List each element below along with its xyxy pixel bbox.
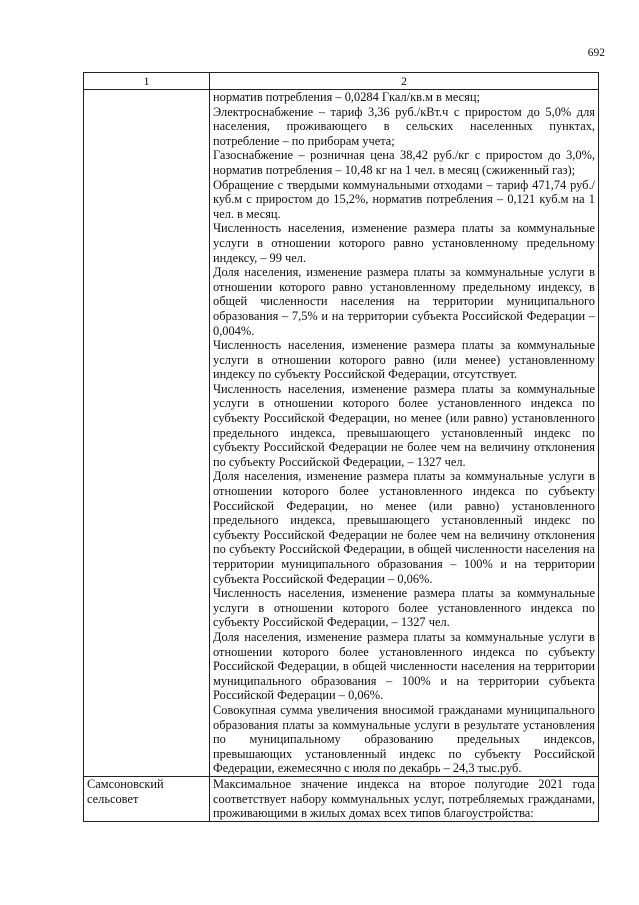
- table-row: [84, 776, 599, 821]
- paragraph: Численность населения, изменение размера платы за коммунальные услуги в отношении которого более установленного индекса по субъекту Российской Федерации, но менее (или равно) установленного предельного индекса, превышающего установленный индекс по субъекту Российской Федерации не более чем на величину отклонения по субъекту Российской Федерации, – 1327 чел.: [213, 381, 595, 469]
- region-cell: Самсоновский сельсовет: [84, 776, 210, 821]
- paragraph: Численность населения, изменение размера платы за коммунальные услуги в отношении которого равно (или менее) установленному индексу по субъекту Российской Федерации, отсутствует.: [213, 338, 595, 382]
- paragraph: Численность населения, изменение размера платы за коммунальные услуги в отношении которого более установленного индекса по субъекту Российской Федерации, – 1327 чел.: [213, 586, 595, 630]
- paragraph: Совокупная сумма увеличения вносимой гражданами муниципального образования платы за коммунальные услуги в результате установления по муниципальному образованию предельных индексов, превышающих установленный индекс по субъекту Российской Федерации, ежемесячно с июля по декабрь – 24,3 тыс.руб.: [213, 702, 595, 776]
- paragraph: Максимальное значение индекса на второе полугодие 2021 года соответствует набору коммунальных услуг, потребляемых гражданами, проживающими в жилых домах всех типов благоустройства:: [213, 776, 595, 821]
- paragraph: Обращение с твердыми коммунальными отходами – тариф 471,74 руб./куб.м с приростом до 15,2%, норматив потребления – 0,121 куб.м на 1 чел. в месяц.: [213, 177, 595, 221]
- utility-index-table: [83, 72, 599, 822]
- table-row: [84, 90, 599, 777]
- paragraph: Электроснабжение – тариф 3,36 руб./кВт.ч с приростом до 5,0% для населения, проживающего в сельских населенных пунктах, потребление – по приборам учета;: [213, 104, 595, 148]
- paragraph: Доля населения, изменение размера платы за коммунальные услуги в отношении которого равно установленному предельному индексу, в общей численности населения на территории муниципального образования – 7,5% и на территории субъекта Российской Федерации – 0,004%.: [213, 265, 595, 338]
- column-header-2: 2: [210, 73, 599, 90]
- paragraph: Численность населения, изменение размера платы за коммунальные услуги в отношении которого равно установленному предельному индексу, – 99 чел.: [213, 221, 595, 265]
- description-cell: [210, 90, 599, 777]
- description-cell: [210, 776, 599, 821]
- paragraph: норматив потребления – 0,0284 Гкал/кв.м в месяц;: [213, 90, 480, 104]
- paragraph: Доля населения, изменение размера платы за коммунальные услуги в отношении которого более установленного индекса по субъекту Российской Федерации, но менее (или равно) установленного предельного индекса, превышающего установленный индекс по субъекту Российской Федерации не более чем на величину отклонения по субъекту Российской Федерации, в общей численности населения на территории муниципального образования – 100% и на территории субъекта Российской Федерации – 0,06%.: [213, 469, 595, 586]
- column-header-1: 1: [84, 73, 210, 90]
- table-header-row: [84, 73, 599, 90]
- page-number: 692: [587, 47, 605, 59]
- region-cell-empty: [84, 90, 210, 777]
- paragraph: Газоснабжение – розничная цена 38,42 руб./кг с приростом до 3,0%, норматив потребления – 10,48 кг на 1 чел. в месяц (сжиженный газ);: [213, 148, 595, 177]
- paragraph: Доля населения, изменение размера платы за коммунальные услуги в отношении которого более установленного индекса по субъекту Российской Федерации, в общей численности населения на территории муниципального образования – 100% и на территории субъекта Российской Федерации – 0,06%.: [213, 629, 595, 703]
